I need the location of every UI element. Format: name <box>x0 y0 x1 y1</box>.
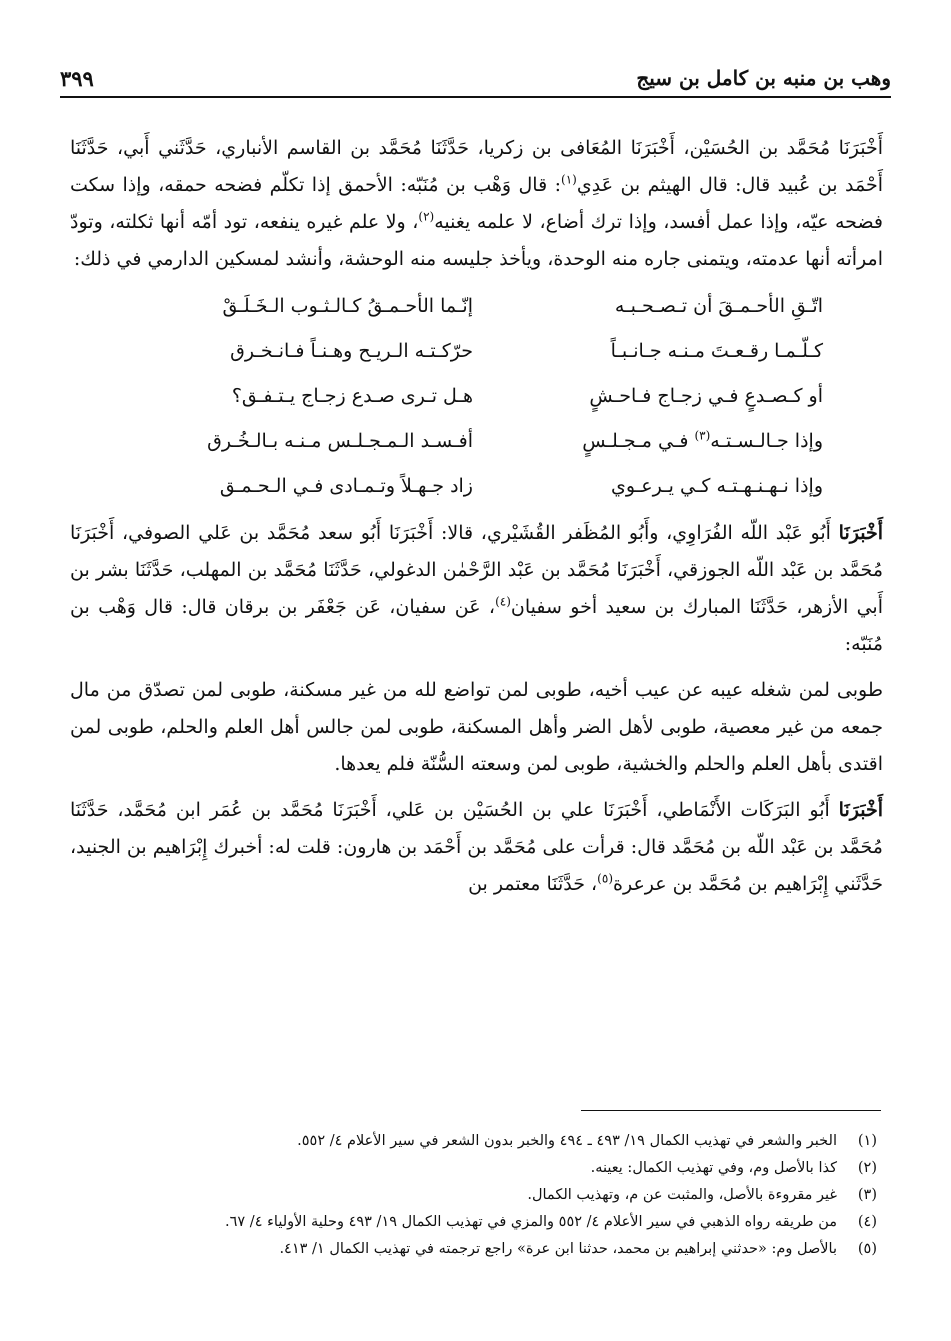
footnote-number: (٣) <box>857 1187 877 1203</box>
footnote-ref-5: (٥) <box>597 871 613 886</box>
verse-first-hemistich: كـلّـمـا رقـعـتَ مـنـه جـانـبـاً <box>610 340 823 362</box>
footnote <box>70 1155 877 1182</box>
paragraph-1-text-2: : قال وَهْب بن مُنَبّه: الأحمق إذا تكلّم فضحه حمقه، وإذا سكت فضحه عيّه، وإذا عمل أفسد، وإذا ترك أضاع، لا علمه يغنيه <box>70 174 884 233</box>
verse-second-hemistich: أفـسـد الـمـجـلـس مـنـه بـالـخُـرق <box>207 430 473 452</box>
footnote <box>70 1182 877 1209</box>
footnote-rule <box>581 1110 881 1111</box>
page-number: ٣٩٩ <box>60 66 94 91</box>
verse-first-hemistich <box>513 423 823 460</box>
paragraph-4-text: أَبُو البَرَكَات الأَنْمَاطي، أَخْبَرَنَا علي بن الحُسَيْن بن عَلي، أَخْبَرَنَا مُحَمَّد بن عُمَر ابن مُحَمَّد، حَدَّثَنَا مُحَمَّد بن عَبْد اللّه بن مُحَمَّد قال: قرأت على مُحَمَّد بن أَحْمَد بن هارون: قلت له: أخبرك إِبْرَاهيم بن الجنيد، حَدَّثَني إِبْرَاهيم بن مُحَمَّد بن عرعرة <box>69 799 883 895</box>
footnote-ref-4: (٤) <box>495 594 511 609</box>
paragraph-1 <box>70 130 883 278</box>
footnote-number: (٢) <box>857 1160 877 1176</box>
footnote-ref-1: (١) <box>561 172 577 187</box>
footnote-number: (١) <box>857 1133 877 1149</box>
footnote <box>70 1128 877 1155</box>
footnote-text: غير مقروءة بالأصل، والمثبت عن م، وتهذيب الكمال. <box>527 1187 837 1203</box>
paragraph-2 <box>70 515 883 663</box>
paragraph-3 <box>70 672 883 783</box>
verse-first-hemistich: وإذا نـهـنـهـتـه كـي يـرعـوي <box>611 475 823 497</box>
footnote-text: كذا بالأصل وم، وفي تهذيب الكمال: يعينه. <box>590 1160 837 1176</box>
paragraph-4-lead: أَخْبَرَنَا <box>838 799 883 821</box>
footnote-number: (٤) <box>857 1214 877 1230</box>
poem-verse <box>70 374 883 419</box>
paragraph-3-text: طوبى لمن شغله عيبه عن عيب أخيه، طوبى لمن تواضع لله من غير مسكنة، طوبى لمن تصدّق من مال جمعه من غير معصية، طوبى لأهل الضر وأهل المسكنة، طوبى لمن جالس أهل العلم والحلم، طوبى لمن اقتدى بأهل العلم والحلم والخشية، طوبى لمن وسعته السُّنّة فلم يعدها. <box>70 679 883 775</box>
verse-second-hemistich: زاد جـهـلاً وتـمـادى فـي الـحـمـق <box>219 475 473 497</box>
paragraph-2-lead: أَخْبَرَنَا <box>838 522 883 544</box>
footnote-number: (٥) <box>857 1241 877 1257</box>
paragraph-1-text: أَخْبَرَنَا مُحَمَّد بن الحُسَيْن، أَخْبَرَنَا المُعَافى بن زكريا، حَدَّثَنَا مُحَمَّد بن القاسم الأنباري، حَدَّثَني أَبي، حَدَّثَنَا أَحْمَد بن عُبيد قال: قال الهيثم بن عَدِي <box>70 137 883 196</box>
header-rule <box>60 96 891 98</box>
verse-first-hemistich: اتّـقِ الأحـمـقَ أن تـصـحـبـه <box>614 295 823 317</box>
poem-verse <box>70 464 883 509</box>
poem-verse <box>70 329 883 374</box>
paragraph-2-text: أَبُو عَبْد اللّه الفُرَاوِي، وأَبُو المُظَفر القُشَيْري، قالا: أَخْبَرَنَا أَبُو سعد مُحَمَّد بن عَلي الصوفي، أَخْبَرَنَا مُحَمَّد بن عَبْد اللّه الجوزقي، أَخْبَرَنَا مُحَمَّد بن عَبْد الرَّحْمٰن الدغولي، حَدَّثَنَا مُحَمَّد بن المهلب، حَدَّثَنَا بشر بن أَبي الأزهر، حَدَّثَنَا المبارك بن سعيد أخو سفيان <box>70 522 884 618</box>
verse-first-hemistich-text: وإذا جـالـسـتـه <box>710 430 823 452</box>
paragraph-4 <box>70 792 883 903</box>
verse-first-hemistich-tail: فـي مـجـلـسٍ <box>582 430 695 452</box>
poem-verse <box>70 419 883 464</box>
poem <box>70 284 883 509</box>
footnote-ref-3: (٣) <box>694 428 711 443</box>
footnote-text: من طريقه رواه الذهبي في سير الأعلام ٤/ ٥٥٢ والمزي في تهذيب الكمال ١٩/ ٤٩٣ وحلية الأولياء ٤/ ٦٧. <box>225 1214 837 1230</box>
main-text <box>70 130 883 903</box>
paragraph-2-text-2: ، عَن سفيان، عَن جَعْفَر بن برقان قال: قال وَهْب بن مُنَبّه: <box>70 596 883 655</box>
paragraph-1-text-3: ، ولا علم غيره ينفعه، تود أمّه أنها ثكلته، وتودّ امرأته أنها عدمته، ويتمنى جاره منه الوحدة، ويأخذ جليسه منه الوحشة، وأنشد لمسكين الدارمي في ذلك: <box>70 211 883 270</box>
footnote-text: الخبر والشعر في تهذيب الكمال ١٩/ ٤٩٣ ـ ٤٩٤ والخبر بدون الشعر في سير الأعلام ٤/ ٥٥٢. <box>297 1133 837 1149</box>
paragraph-4-text-2: ، حَدَّثَنَا معتمر بن <box>468 873 598 895</box>
verse-second-hemistich: إنّـما الأحـمـقُ كـالـثـوب الـخَـلَـقْ <box>222 295 473 317</box>
verse-second-hemistich: حرّكـتـه الـريـح وهـنـاً فـانـخـرق <box>230 340 473 362</box>
footnote-text: بالأصل وم: «حدثني إبراهيم بن محمد، حدثنا ابن عرة» راجع ترجمته في تهذيب الكمال ١/ ٤١٣. <box>279 1241 837 1257</box>
running-header <box>60 58 891 98</box>
footnote <box>70 1236 877 1263</box>
footnote <box>70 1209 877 1236</box>
verse-second-hemistich: هـل تـرى صـدع زجـاج يـتـفـق؟ <box>231 385 473 407</box>
poem-verse <box>70 284 883 329</box>
running-title: وهب بن منبه بن كامل بن سيج <box>636 66 891 90</box>
footnotes <box>70 1128 877 1263</box>
verse-first-hemistich: أو كـصـدعٍ فـي زجـاج فـاحـشٍ <box>589 385 823 407</box>
footnote-ref-2: (٢) <box>418 209 435 224</box>
